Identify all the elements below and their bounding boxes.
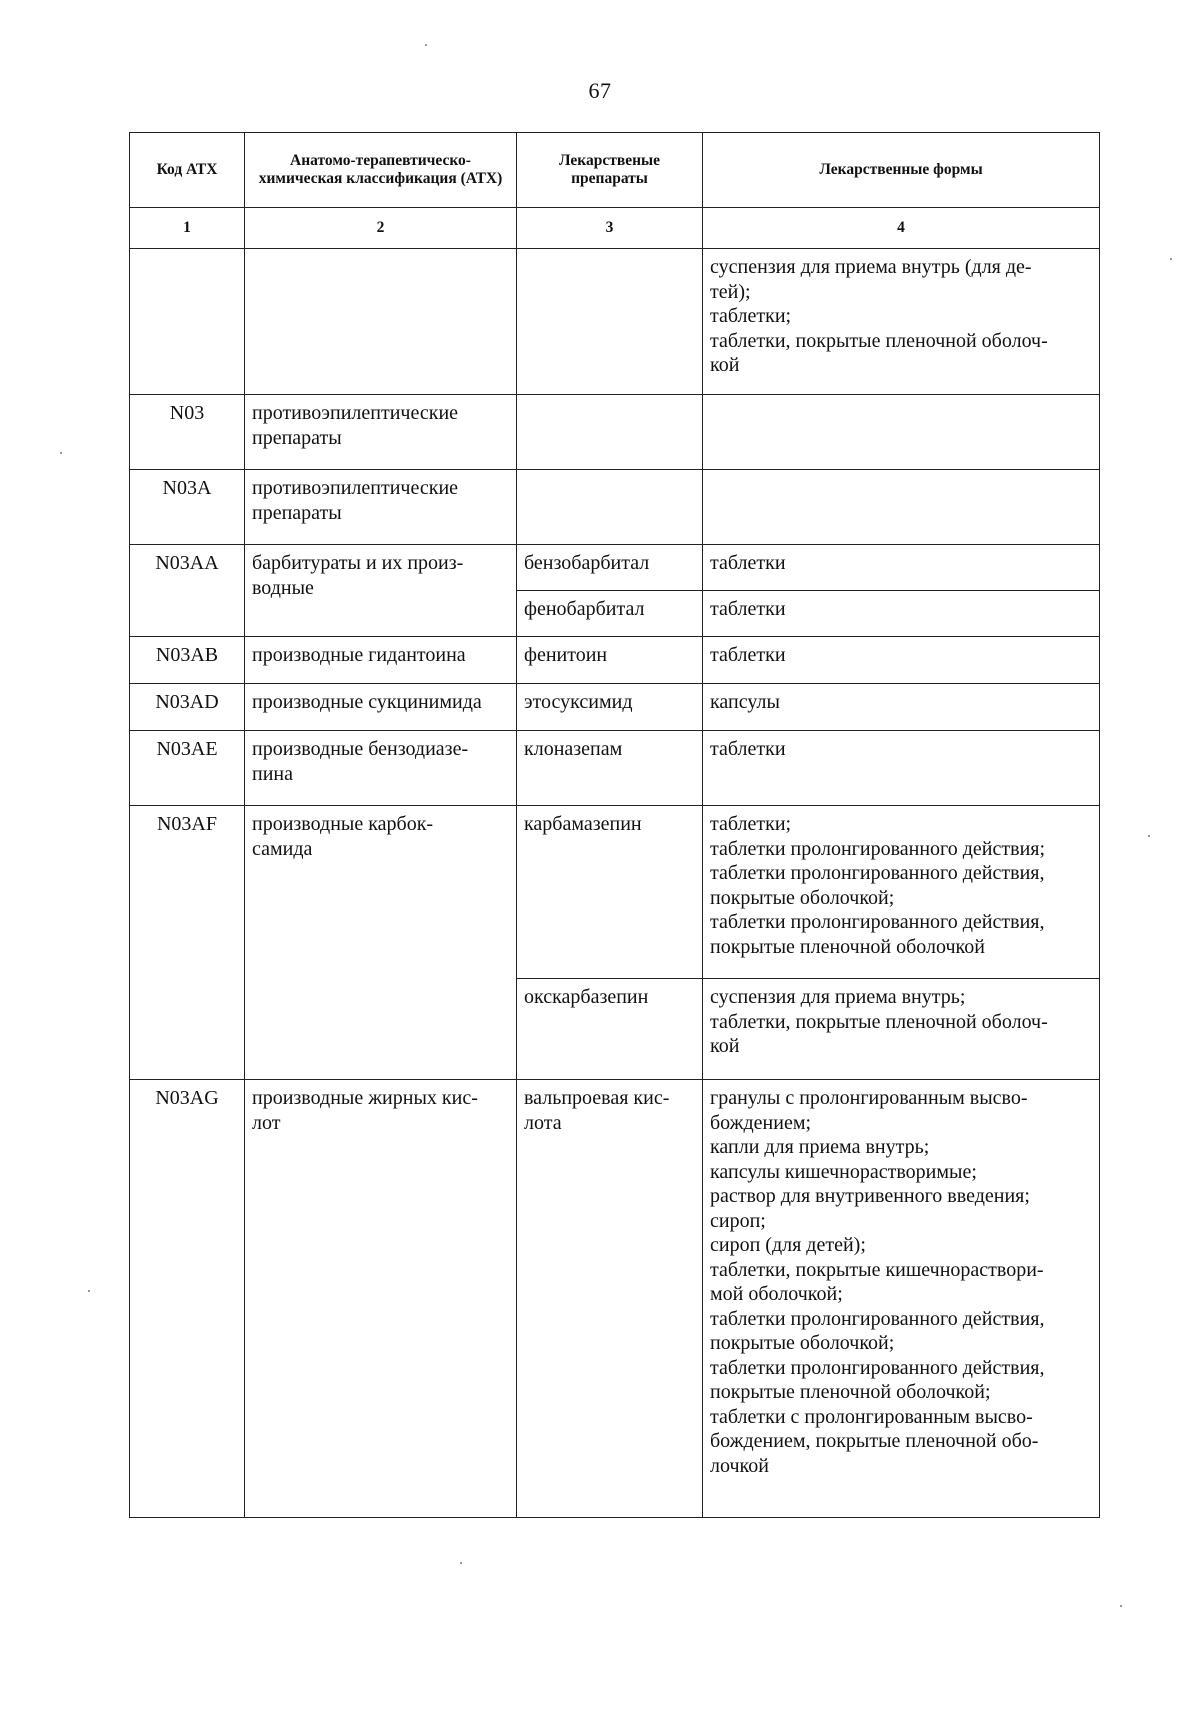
forms-line: суспензия для приема внутрь (для де- <box>710 256 1032 278</box>
table-row <box>130 470 1100 545</box>
code-cell <box>130 249 245 395</box>
scan-speck <box>1120 1605 1122 1607</box>
header-code: Код АТХ <box>130 133 245 208</box>
header-row <box>130 133 1100 208</box>
classification-line: препараты <box>252 426 342 449</box>
table-row <box>130 731 1100 806</box>
classification-line: барбитураты и их произ- <box>252 552 464 574</box>
forms-line: суспензия для приема внутрь; <box>710 986 966 1008</box>
code-cell: N03AB <box>130 637 245 684</box>
table-row <box>130 249 1100 395</box>
scan-speck <box>1170 258 1172 260</box>
column-number: 2 <box>245 208 517 249</box>
forms-line: тей); <box>710 280 751 303</box>
drug-cell: фенобарбитал <box>517 591 703 637</box>
classification-line: противоэпилептические <box>252 402 459 424</box>
forms-line: таблетки пролонгированного действия, <box>710 1356 1045 1379</box>
scan-speck <box>88 1290 90 1292</box>
classification-line: лот <box>252 1111 281 1134</box>
forms-cell: таблетки <box>703 591 1100 637</box>
page-number: 67 <box>588 78 612 103</box>
forms-line: гранулы с пролонгированным высво- <box>710 1087 1028 1109</box>
forms-line: лочкой <box>710 1454 769 1477</box>
drug-cell: клоназепам <box>517 731 703 806</box>
forms-line: раствор для внутривенного введения; <box>710 1185 1030 1207</box>
forms-line: таблетки, покрытые кишечнораствори- <box>710 1258 1044 1281</box>
code-cell: N03AF <box>130 806 245 1080</box>
forms-cell <box>703 806 1100 979</box>
classification-line: производные бензодиазе- <box>252 738 469 760</box>
forms-line: таблетки пролонгированного действия, <box>710 862 1045 884</box>
forms-line: таблетки, покрытые пленочной оболоч- <box>710 1010 1048 1033</box>
forms-line: кой <box>710 1035 740 1057</box>
header-classification: Анатомо-терапевтическо-химическая классификация (АТХ) <box>245 133 517 208</box>
column-number: 1 <box>130 208 245 249</box>
forms-line: таблетки; <box>710 305 792 327</box>
scan-speck <box>60 452 62 454</box>
drug-cell <box>517 1080 703 1518</box>
forms-line: капли для приема внутрь; <box>710 1136 930 1158</box>
classification-line: пина <box>252 762 293 785</box>
table-row <box>130 637 1100 684</box>
code-cell: N03A <box>130 470 245 545</box>
forms-cell: таблетки <box>703 637 1100 684</box>
table-row <box>130 806 1100 979</box>
forms-cell <box>703 249 1100 395</box>
drug-cell <box>517 470 703 545</box>
forms-cell <box>703 470 1100 545</box>
forms-line: сироп (для детей); <box>710 1234 866 1256</box>
code-cell: N03AG <box>130 1080 245 1518</box>
forms-line: кой <box>710 354 740 376</box>
table-row <box>130 395 1100 470</box>
forms-cell: таблетки <box>703 731 1100 806</box>
forms-line: таблетки пролонгированного действия, <box>710 1307 1045 1330</box>
column-number-row <box>130 208 1100 249</box>
forms-line: таблетки пролонгированного действия; <box>710 837 1046 860</box>
forms-line: таблетки; <box>710 813 792 835</box>
forms-line: покрытые оболочкой; <box>710 886 895 909</box>
classification-cell <box>245 545 517 637</box>
forms-cell: таблетки <box>703 545 1100 591</box>
scan-speck <box>460 1562 462 1564</box>
scan-speck <box>1148 835 1150 837</box>
scan-speck <box>425 44 427 46</box>
classification-cell <box>245 731 517 806</box>
column-number: 3 <box>517 208 703 249</box>
classification-line: водные <box>252 576 314 599</box>
drug-line: вальпроевая кис- <box>524 1087 670 1109</box>
classification-line: противоэпилептические <box>252 477 459 499</box>
classification-line: самида <box>252 837 313 860</box>
table-row <box>130 684 1100 731</box>
forms-line: таблетки пролонгированного действия, <box>710 911 1045 933</box>
forms-line: мой оболочкой; <box>710 1283 843 1305</box>
table-row <box>130 1080 1100 1518</box>
drug-cell: этосуксимид <box>517 684 703 731</box>
header-forms: Лекарственные формы <box>703 133 1100 208</box>
classification-line: препараты <box>252 501 342 524</box>
forms-cell: капсулы <box>703 684 1100 731</box>
drug-cell <box>517 249 703 395</box>
classification-cell <box>245 249 517 395</box>
classification-cell <box>245 806 517 1080</box>
forms-line: капсулы кишечнорастворимые; <box>710 1160 977 1183</box>
forms-line: покрытые оболочкой; <box>710 1332 895 1354</box>
drug-cell: карбамазепин <box>517 806 703 979</box>
drug-cell: фенитоин <box>517 637 703 684</box>
drug-cell: бензобарбитал <box>517 545 703 591</box>
forms-line: покрытые пленочной оболочкой <box>710 935 985 958</box>
drug-line: лота <box>524 1111 562 1134</box>
code-cell: N03AD <box>130 684 245 731</box>
forms-line: сироп; <box>710 1209 766 1232</box>
column-number: 4 <box>703 208 1100 249</box>
code-cell: N03 <box>130 395 245 470</box>
forms-line: бождением; <box>710 1111 812 1134</box>
classification-cell: производные сукцинимида <box>245 684 517 731</box>
classification-cell <box>245 395 517 470</box>
forms-cell <box>703 395 1100 470</box>
atx-table <box>129 132 1100 1518</box>
forms-line: таблетки с пролонгированным высво- <box>710 1405 1033 1428</box>
code-cell: N03AA <box>130 545 245 637</box>
table-row <box>130 545 1100 591</box>
code-cell: N03AE <box>130 731 245 806</box>
forms-line: таблетки, покрытые пленочной оболоч- <box>710 329 1048 352</box>
forms-line: бождением, покрытые пленочной обо- <box>710 1430 1039 1452</box>
header-drugs: Лекарственые препараты <box>517 133 703 208</box>
classification-line: производные карбок- <box>252 813 434 835</box>
classification-cell <box>245 470 517 545</box>
drug-cell <box>517 395 703 470</box>
classification-cell <box>245 1080 517 1518</box>
classification-cell: производные гидантоина <box>245 637 517 684</box>
classification-line: производные жирных кис- <box>252 1087 478 1109</box>
forms-cell <box>703 1080 1100 1518</box>
forms-cell <box>703 979 1100 1080</box>
drug-cell: окскарбазепин <box>517 979 703 1080</box>
forms-line: покрытые пленочной оболочкой; <box>710 1381 991 1403</box>
